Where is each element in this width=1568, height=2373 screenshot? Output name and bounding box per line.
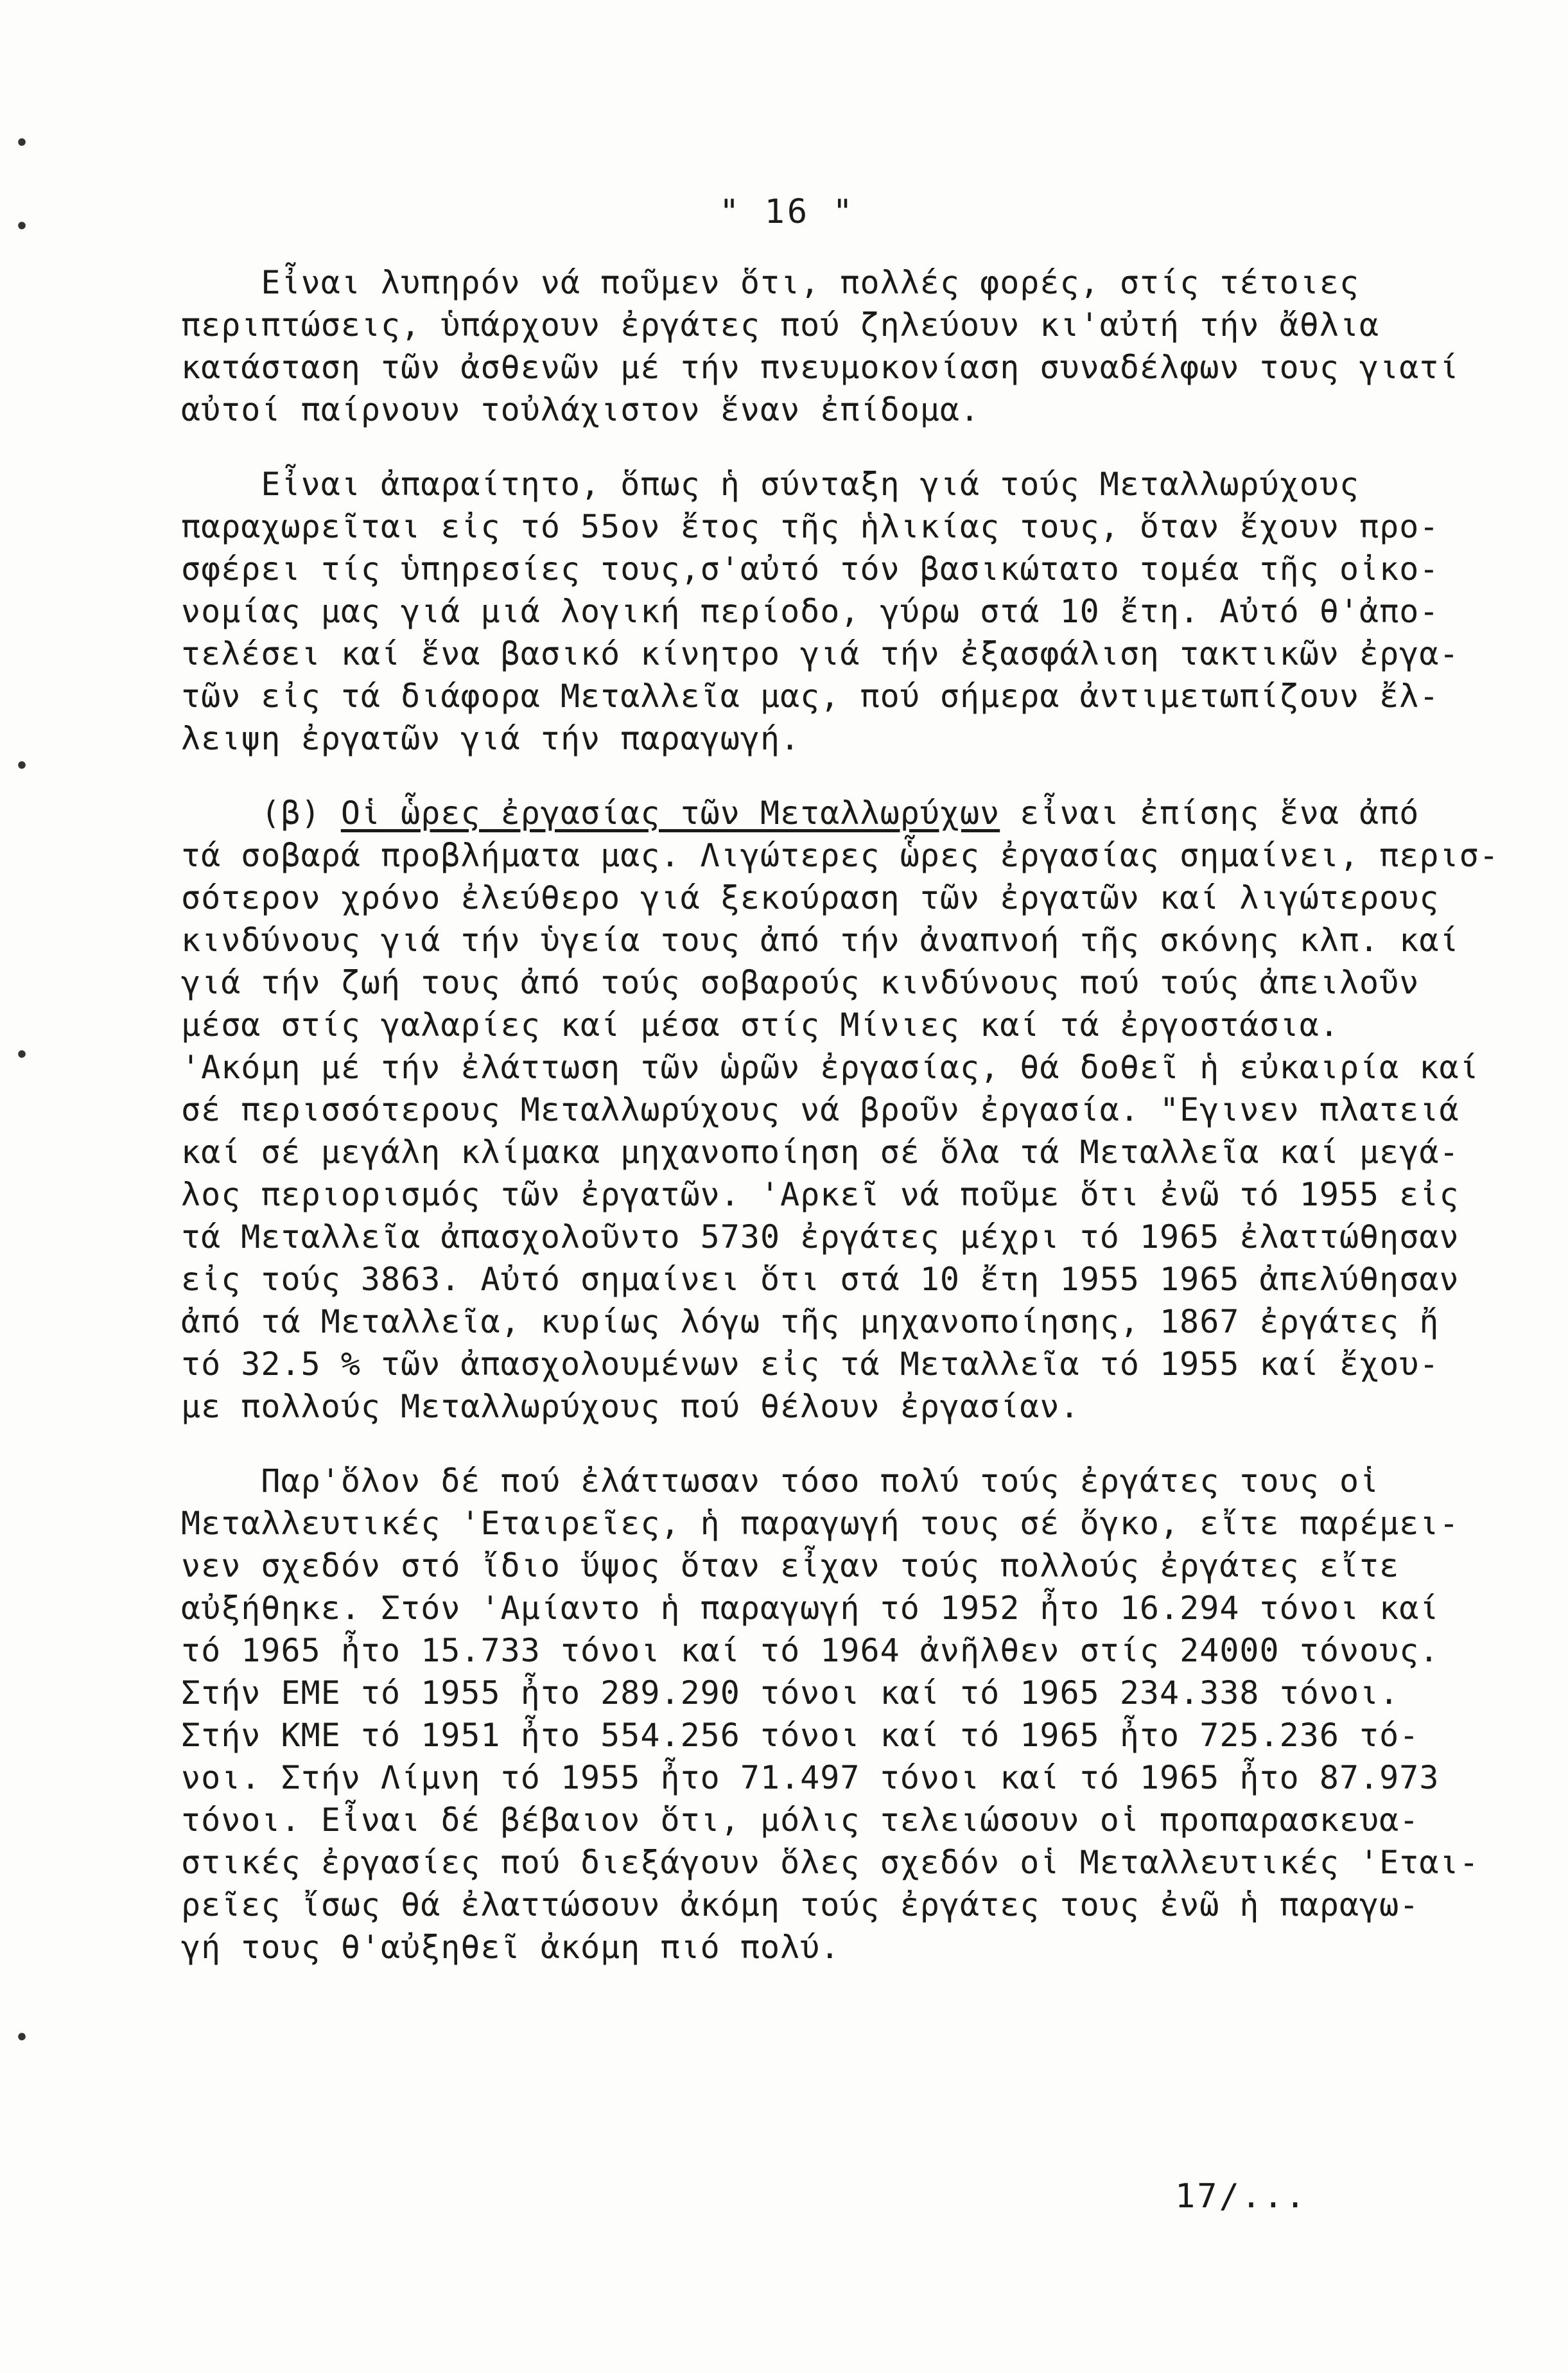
text-line: σότερον χρόνο ἐλεύθερο γιά ξεκούραση τῶν ἐργατῶν καί λιγώτερους xyxy=(181,879,1440,916)
section-label: (β) xyxy=(181,794,341,832)
text-line: Παρ'ὅλον δέ πού ἐλάττωσαν τόσο πολύ τούς ἐργάτες τους οἱ xyxy=(181,1462,1380,1500)
text-line: λειψη ἐργατῶν γιά τήν παραγωγή. xyxy=(181,720,801,757)
scan-mark: • xyxy=(14,212,30,241)
text-line: Εἶναι λυπηρόν νά ποῦμεν ὅτι, πολλές φορές, στίς τέτοιες xyxy=(181,264,1360,301)
text-line: γιά τήν ζωή τους ἀπό τούς σοβαρούς κινδύνους πού τούς ἀπειλοῦν xyxy=(181,964,1420,1001)
text-line: κινδύνους γιά τήν ὑγεία τους ἀπό τήν ἀναπνοή τῆς σκόνης κλπ. καί xyxy=(181,922,1459,959)
text-line: Εἶναι ἀπαραίτητο, ὅπως ἡ σύνταξη γιά τούς Μεταλλωρύχους xyxy=(181,466,1360,503)
text-line: αὐτοί παίρνουν τοὐλάχιστον ἕναν ἐπίδομα. xyxy=(181,391,980,428)
text-line: περιπτώσεις, ὑπάρχουν ἐργάτες πού ζηλεύουν κι'αὐτή τήν ἄθλια xyxy=(181,306,1380,344)
scan-mark: • xyxy=(14,751,30,781)
text-line: λος περιορισμός τῶν ἐργατῶν. 'Αρκεῖ νά ποῦμε ὅτι ἐνῶ τό 1955 εἰς xyxy=(181,1176,1459,1213)
text-line-continuation: εἶναι ἐπίσης ἕνα ἀπό xyxy=(1000,794,1420,832)
text-line: νοι. Στήν Λίμνη τό 1955 ἦτο 71.497 τόνοι καί τό 1965 ἦτο 87.973 xyxy=(181,1759,1440,1796)
text-line: 'Ακόμη μέ τήν ἐλάττωση τῶν ὡρῶν ἐργασίας, θά δοθεῖ ἡ εὐκαιρία καί xyxy=(181,1049,1479,1086)
text-line: ἀπό τά Μεταλλεῖα, κυρίως λόγω τῆς μηχανοποίησης, 1867 ἐργάτες ἤ xyxy=(181,1303,1440,1340)
text-line: νεν σχεδόν στό ἴδιο ὕψος ὅταν εἶχαν τούς πολλούς ἐργάτες εἴτε xyxy=(181,1547,1400,1584)
text-line: τῶν εἰς τά διάφορα Μεταλλεῖα μας, πού σήμερα ἀντιμετωπίζουν ἔλ- xyxy=(181,678,1440,715)
text-line: μέσα στίς γαλαρίες καί μέσα στίς Μίνιες καί τά ἐργοστάσια. xyxy=(181,1006,1339,1044)
text-line: σέ περισσότερους Μεταλλωρύχους νά βροῦν ἐργασία. "Εγινεν πλατειά xyxy=(181,1091,1459,1128)
text-line: καί σέ μεγάλη κλίμακα μηχανοποίηση σέ ὅλα τά Μεταλλεῖα καί μεγά- xyxy=(181,1134,1459,1171)
section-heading: Οἱ ὧρες ἐργασίας τῶν Μεταλλωρύχων xyxy=(340,794,1000,832)
scan-mark: • xyxy=(14,2023,30,2053)
text-line: νομίας μας γιά μιά λογική περίοδο, γύρω στά 10 ἔτη. Αὐτό θ'ἀπο- xyxy=(181,593,1440,630)
scan-mark: • xyxy=(14,128,30,158)
text-line: σφέρει τίς ὑπηρεσίες τους,σ'αὐτό τόν βασικώτατο τομέα τῆς οἰκο- xyxy=(181,550,1440,588)
text-line: τά σοβαρά προβλήματα μας. Λιγώτερες ὧρες ἐργασίας σημαίνει, περισ- xyxy=(181,837,1499,874)
page-number: " 16 " xyxy=(719,193,855,231)
text-line: Στήν ΚΜΕ τό 1951 ἦτο 554.256 τόνοι καί τό 1965 ἦτο 725.236 τό- xyxy=(181,1717,1420,1754)
text-line: τό 1965 ἦτο 15.733 τόνοι καί τό 1964 ἀνῆλθεν στίς 24000 τόνους. xyxy=(181,1632,1440,1669)
scan-mark: • xyxy=(14,1040,30,1070)
text-line: αὐξήθηκε. Στόν 'Αμίαντο ἡ παραγωγή τό 1952 ἦτο 16.294 τόνοι καί xyxy=(181,1589,1440,1627)
text-line: Στήν ΕΜΕ τό 1955 ἦτο 289.290 τόνοι καί τό 1965 234.338 τόνοι. xyxy=(181,1674,1400,1712)
text-line: εἰς τούς 3863. Αὐτό σημαίνει ὅτι στά 10 ἔτη 1955 1965 ἀπελύθησαν xyxy=(181,1261,1459,1298)
text-line: ρεῖες ἴσως θά ἐλαττώσουν ἀκόμη τούς ἐργάτες τους ἐνῶ ἡ παραγω- xyxy=(181,1886,1420,1923)
text-line: με πολλούς Μεταλλωρύχους πού θέλουν ἐργασίαν. xyxy=(181,1388,1080,1425)
text-line: παραχωρεῖται εἰς τό 55ον ἔτος τῆς ἡλικίας τους, ὅταν ἔχουν προ- xyxy=(181,508,1440,545)
text-line: τόνοι. Εἶναι δέ βέβαιον ὅτι, μόλις τελειώσουν οἱ προπαρασκευα- xyxy=(181,1801,1420,1839)
continuation-marker: 17/... xyxy=(1175,2177,1307,2216)
text-line: τά Μεταλλεῖα ἀπασχολοῦντο 5730 ἐργάτες μέχρι τό 1965 ἐλαττώθησαν xyxy=(181,1218,1459,1256)
text-line: τό 32.5 % τῶν ἀπασχολουμένων εἰς τά Μεταλλεῖα τό 1955 καί ἔχου- xyxy=(181,1345,1440,1383)
text-line: γή τους θ'αὐξηθεῖ ἀκόμη πιό πολύ. xyxy=(181,1929,841,1966)
text-line: Μεταλλευτικές 'Εταιρεῖες, ἡ παραγωγή τους σέ ὄγκο, εἴτε παρέμει- xyxy=(181,1505,1459,1542)
text-line: τελέσει καί ἕνα βασικό κίνητρο γιά τήν ἐξασφάλιση τακτικῶν ἐργα- xyxy=(181,635,1459,672)
text-line: στικές ἐργασίες πού διεξάγουν ὅλες σχεδόν οἱ Μεταλλευτικές 'Εται- xyxy=(181,1844,1479,1881)
text-line xyxy=(181,794,1419,832)
text-line: κατάσταση τῶν ἀσθενῶν μέ τήν πνευμοκονίαση συναδέλφων τους γιατί xyxy=(181,349,1459,386)
